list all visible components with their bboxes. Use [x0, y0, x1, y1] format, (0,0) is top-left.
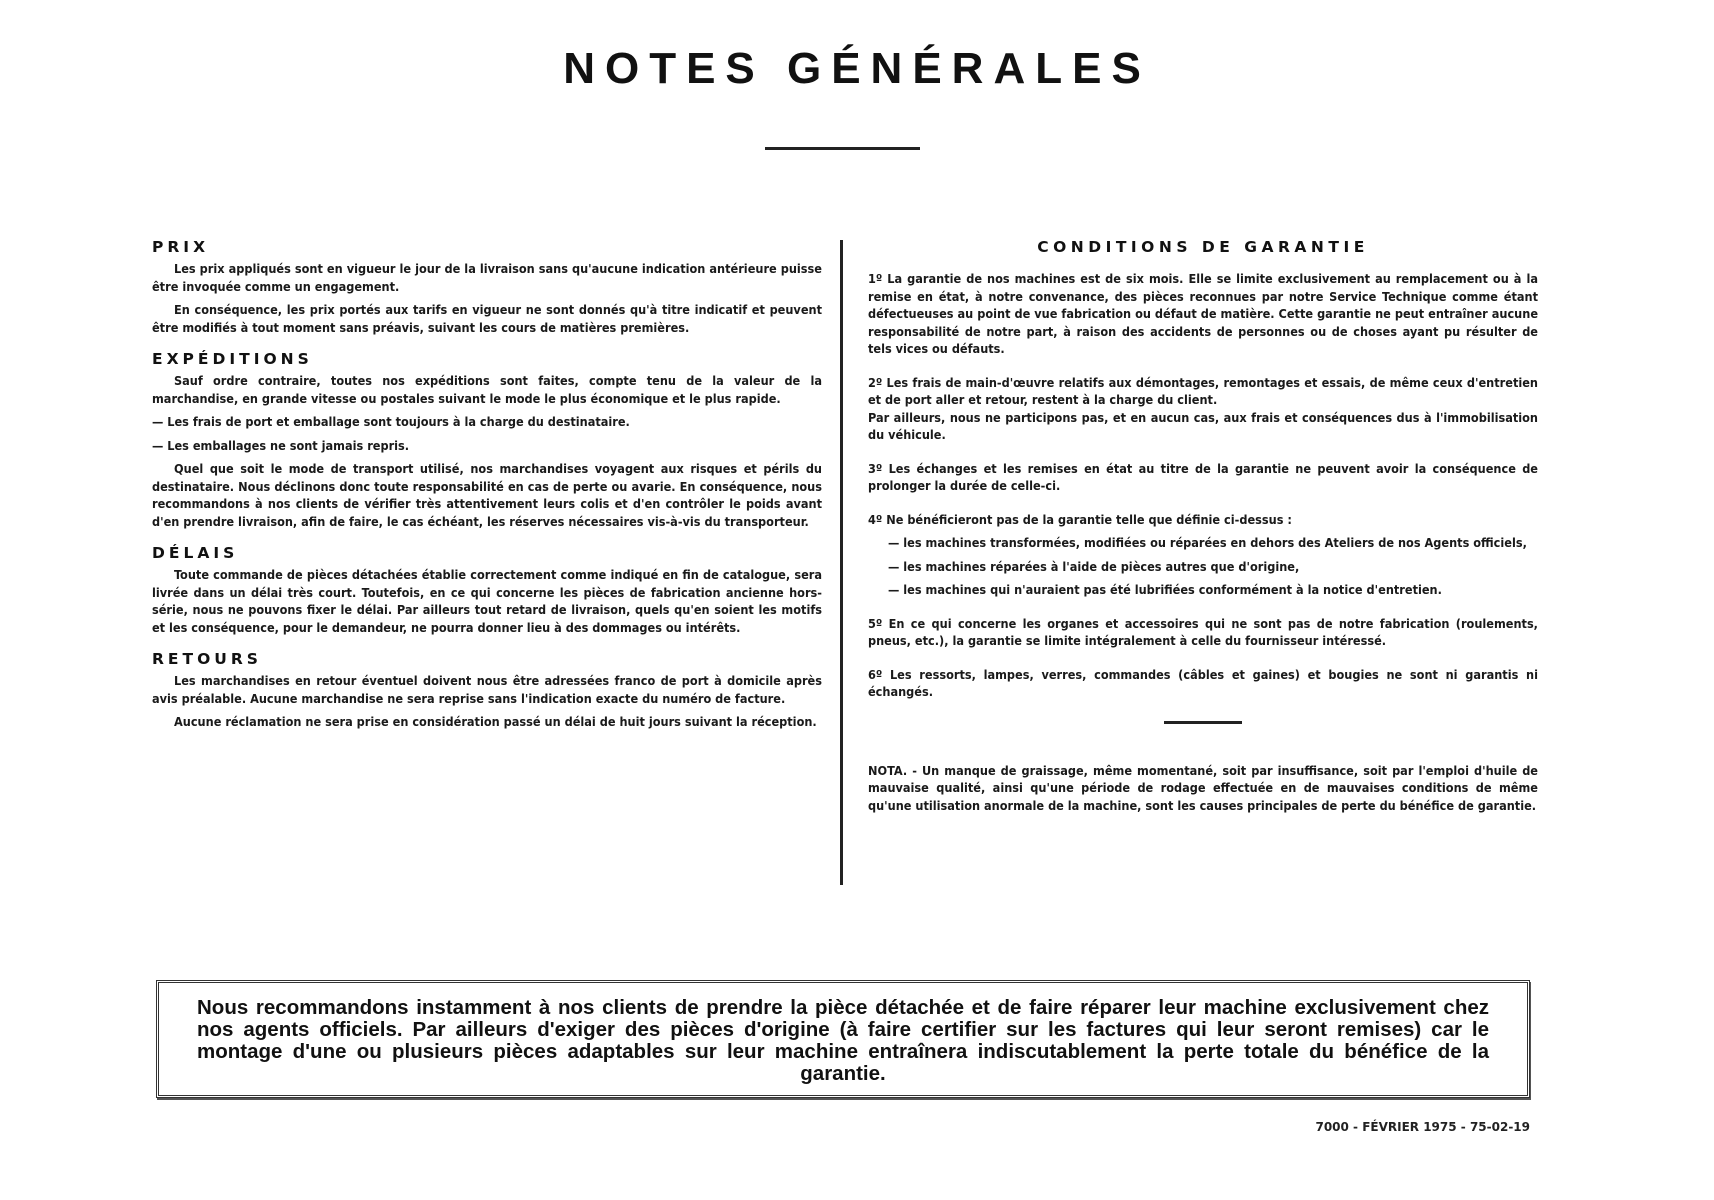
section-divider [1164, 721, 1242, 724]
warranty-item-3 [868, 460, 1538, 495]
warranty-item-1 [868, 270, 1538, 358]
paragraph: Les marchandises en retour éventuel doivent nous être adressées franco de port à domicile après avis préalable. Aucune marchandise ne sera reprise sans l'indication exacte du numéro de facture. [152, 673, 822, 706]
paragraph: 1º La garantie de nos machines est de six mois. Elle se limite exclusivement au remplacement ou à la remise en état, à notre convenance, des pièces reconnues par notre Service Technique comme étant défectueuses au point de vue fabrication ou défaut de matière. Cette garantie ne peut entraîner aucune responsabilité de notre part, à raison des accidents de personnes ou de choses ayant pu résulter de tels vices ou défauts. [868, 271, 1538, 356]
exclusion-item: — les machines transformées, modifiées ou réparées en dehors des Ateliers de nos Agents officiels, [888, 535, 1527, 550]
paragraph: Toute commande de pièces détachées établie correctement comme indiqué en fin de catalogue, sera livrée dans un délai très court. Toutefois, en ce qui concerne les pièces de fabrication ancienne hors-série, nous ne pouvons fixer le délai. Par ailleurs tout retard de livraison, quels qu'en soient les motifs et les conséquence, pour le demandeur, ne pourra donner lieu à des dommages ou intérêts. [152, 567, 822, 635]
title-divider [765, 147, 920, 150]
paragraph: 6º Les ressorts, lampes, verres, commandes (câbles et gaines) et bougies ne sont ni garantis ni échangés. [868, 666, 1538, 699]
paragraph: 5º En ce qui concerne les organes et accessoires qui ne sont pas de notre fabrication (roulements, pneus, etc.), la garantie se limite intégralement à celle du fournisseur intéressé. [868, 615, 1538, 648]
paragraph: Quel que soit le mode de transport utilisé, nos marchandises voyagent aux risques et périls du destinataire. Nous déclinons donc toute responsabilité en cas de perte ou avarie. En conséquence, nous recommandons à nos clients de vérifier très attentivement leurs colis et d'en contrôler le poids avant d'en prendre livraison, afin de faire, le cas échéant, les réserves nécessaires vis-à-vis du transporteur. [152, 461, 822, 529]
paragraph: 3º Les échanges et les remises en état au titre de la garantie ne peuvent avoir la conséquence de prolonger la durée de celle-ci. [868, 460, 1538, 493]
paragraph: 2º Les frais de main-d'œuvre relatifs aux démontages, remontages et essais, de même ceux d'entretien et de port aller et retour, restent à la charge du client. [868, 374, 1538, 407]
warranty-item-6 [868, 666, 1538, 701]
section-expeditions [152, 350, 822, 530]
right-column [868, 238, 1538, 820]
section-heading-delais: DÉLAIS [152, 544, 239, 562]
footer-reference: 7000 - FÉVRIER 1975 - 75-02-19 [1315, 1120, 1530, 1134]
exclusion-item: — les machines qui n'auraient pas été lubrifiées conformément à la notice d'entretien. [888, 582, 1442, 597]
section-heading-expeditions: EXPÉDITIONS [152, 350, 313, 368]
dash-item: — Les emballages ne sont jamais repris. [152, 437, 410, 453]
page-title: NOTES GÉNÉRALES [563, 44, 1151, 93]
section-delais [152, 544, 822, 636]
column-divider [840, 240, 843, 885]
nota-paragraph: NOTA. - Un manque de graissage, même momentané, soit par insuffisance, soit par l'emploi d'huile de mauvaise qualité, ainsi qu'une période de rodage effectuée en de mauvaises conditions de même qu'une utilisation anormale de la machine, sont les causes principales de perte du bénéfice de garantie. [868, 762, 1538, 813]
warranty-item-2 [868, 374, 1538, 444]
section-prix [152, 238, 822, 336]
paragraph: En conséquence, les prix portés aux tarifs en vigueur ne sont donnés qu'à titre indicatif et peuvent être modifiés à tout moment sans préavis, suivant les cours de matières premières. [152, 302, 822, 335]
section-heading-garantie: CONDITIONS DE GARANTIE [1037, 238, 1369, 256]
paragraph: Aucune réclamation ne sera prise en considération passé un délai de huit jours suivant la réception. [174, 714, 817, 729]
paragraph: 4º Ne bénéficieront pas de la garantie telle que définie ci-dessus : [868, 511, 1292, 527]
exclusion-item: — les machines réparées à l'aide de pièces autres que d'origine, [888, 558, 1300, 574]
left-column [152, 238, 822, 745]
paragraph: Par ailleurs, nous ne participons pas, et en aucun cas, aux frais et conséquences dus à l'immobilisation du véhicule. [868, 409, 1538, 442]
paragraph: Sauf ordre contraire, toutes nos expéditions sont faites, compte tenu de la valeur de la marchandise, en grande vitesse ou postales suivant le mode le plus économique et le plus rapide. [152, 373, 822, 406]
warranty-item-5 [868, 615, 1538, 650]
notice-box [156, 980, 1530, 1098]
paragraph: Les prix appliqués sont en vigueur le jour de la livraison sans qu'aucune indication antérieure puisse être invoquée comme un engagement. [152, 261, 822, 294]
section-heading-prix: PRIX [152, 238, 210, 256]
dash-item: — Les frais de port et emballage sont toujours à la charge du destinataire. [152, 414, 630, 429]
section-heading-retours: RETOURS [152, 650, 262, 668]
warranty-item-4 [868, 511, 1538, 599]
section-retours [152, 650, 822, 731]
notice-text: Nous recommandons instamment à nos clients de prendre la pièce détachée et de faire réparer leur machine exclusivement chez nos agents officiels. Par ailleurs d'exiger des pièces d'origine (à faire certifier sur les factures qui leur seront remises) car le montage d'une ou plusieurs pièces adaptables sur leur machine entraînera indiscutablement la perte totale du bénéfice de la garantie. [197, 996, 1489, 1085]
